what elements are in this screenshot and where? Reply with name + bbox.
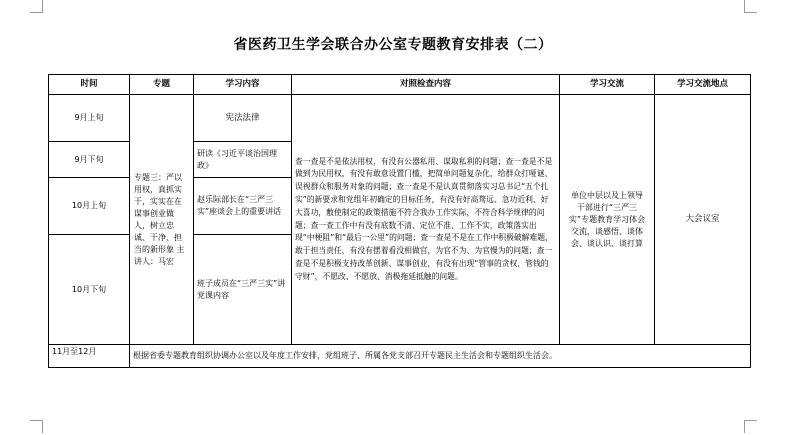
time-cell: 10月上旬 — [49, 178, 130, 235]
footer-content-cell: 根据省委专题教育组织协调办公室以及年度工作安排，党组班子、所属各党支部召开专题民主生活会和专题组织生活会。 — [130, 345, 751, 368]
time-cell: 10月下旬 — [49, 235, 130, 345]
page-title: 省医药卫生学会联合办公室专题教育安排表（二） — [233, 37, 553, 53]
footer-time-cell: 11月至12月 — [49, 345, 130, 368]
table-footer-row — [49, 345, 751, 368]
study-content-cell: 研读《习近平谈治国理政》 — [194, 142, 292, 178]
header-topic: 专题 — [130, 75, 194, 95]
crop-mark-top-left — [30, 0, 43, 13]
header-location: 学习交流地点 — [655, 75, 751, 95]
exchange-cell: 单位中层以及上领导干部进行“三严三实”专题教育学习体会交流，谈感悟、谈体会、谈认识、谈打算 — [560, 95, 655, 345]
time-cell: 9月下旬 — [49, 142, 130, 178]
header-check-content: 对照检查内容 — [292, 75, 560, 95]
study-content-cell: 赵乐际部长在“三严三实”座谈会上的重要讲话 — [194, 178, 292, 235]
study-content-cell: 宪法法律 — [194, 95, 292, 142]
table-row — [49, 95, 751, 142]
crop-mark-bottom-right — [744, 420, 757, 433]
study-content-cell: 班子成员在“三严三实”讲党课内容 — [194, 235, 292, 345]
time-cell: 9月上旬 — [49, 95, 130, 142]
table-header-row — [49, 75, 751, 95]
location-cell: 大会议室 — [655, 95, 751, 345]
crop-mark-bottom-left — [30, 420, 43, 433]
header-time: 时间 — [49, 75, 130, 95]
header-exchange: 学习交流 — [560, 75, 655, 95]
header-study-content: 学习内容 — [194, 75, 292, 95]
check-content-cell: 查一查是不是依法用权，有没有公器私用、谋取私利的问题；查一查是不是做到为民用权，有没有敢意设置门槛，把简单问题复杂化，给群众打哑谜、误视群众和服务对象的问题；查一查是不是认真贯彻落实习总书记“五个扎实”的新要求和党组年初确定的目标任务，有没有好高骛远、急功近利、好大喜功，敷使制定的政策措施不符合我办工作实际，不符合科学规律的问题；查一查工作中有没有底数不清、定位不准、工作不实，政策落实出现“中梗阻”和“最后一公里”的问题；查一查是不是在工作中积极破解难题，敢于担当责任，有没有摆着看没相做官，为官不为、为官慢为的问题；查一查是不是积极支持改革创新、谋事创业，有没有出现“管事的贪权，管钱的守财”，不愿改、不愿放、消极拖延抵触的问题。 — [292, 95, 560, 345]
topic-cell: 专题三：严以用权，真抓实干，实实在在谋事创业做人，树立忠诚、干净、担当的新形象 主讲人：马宏 — [130, 95, 194, 345]
crop-mark-top-right — [744, 0, 757, 13]
schedule-table — [48, 74, 751, 368]
